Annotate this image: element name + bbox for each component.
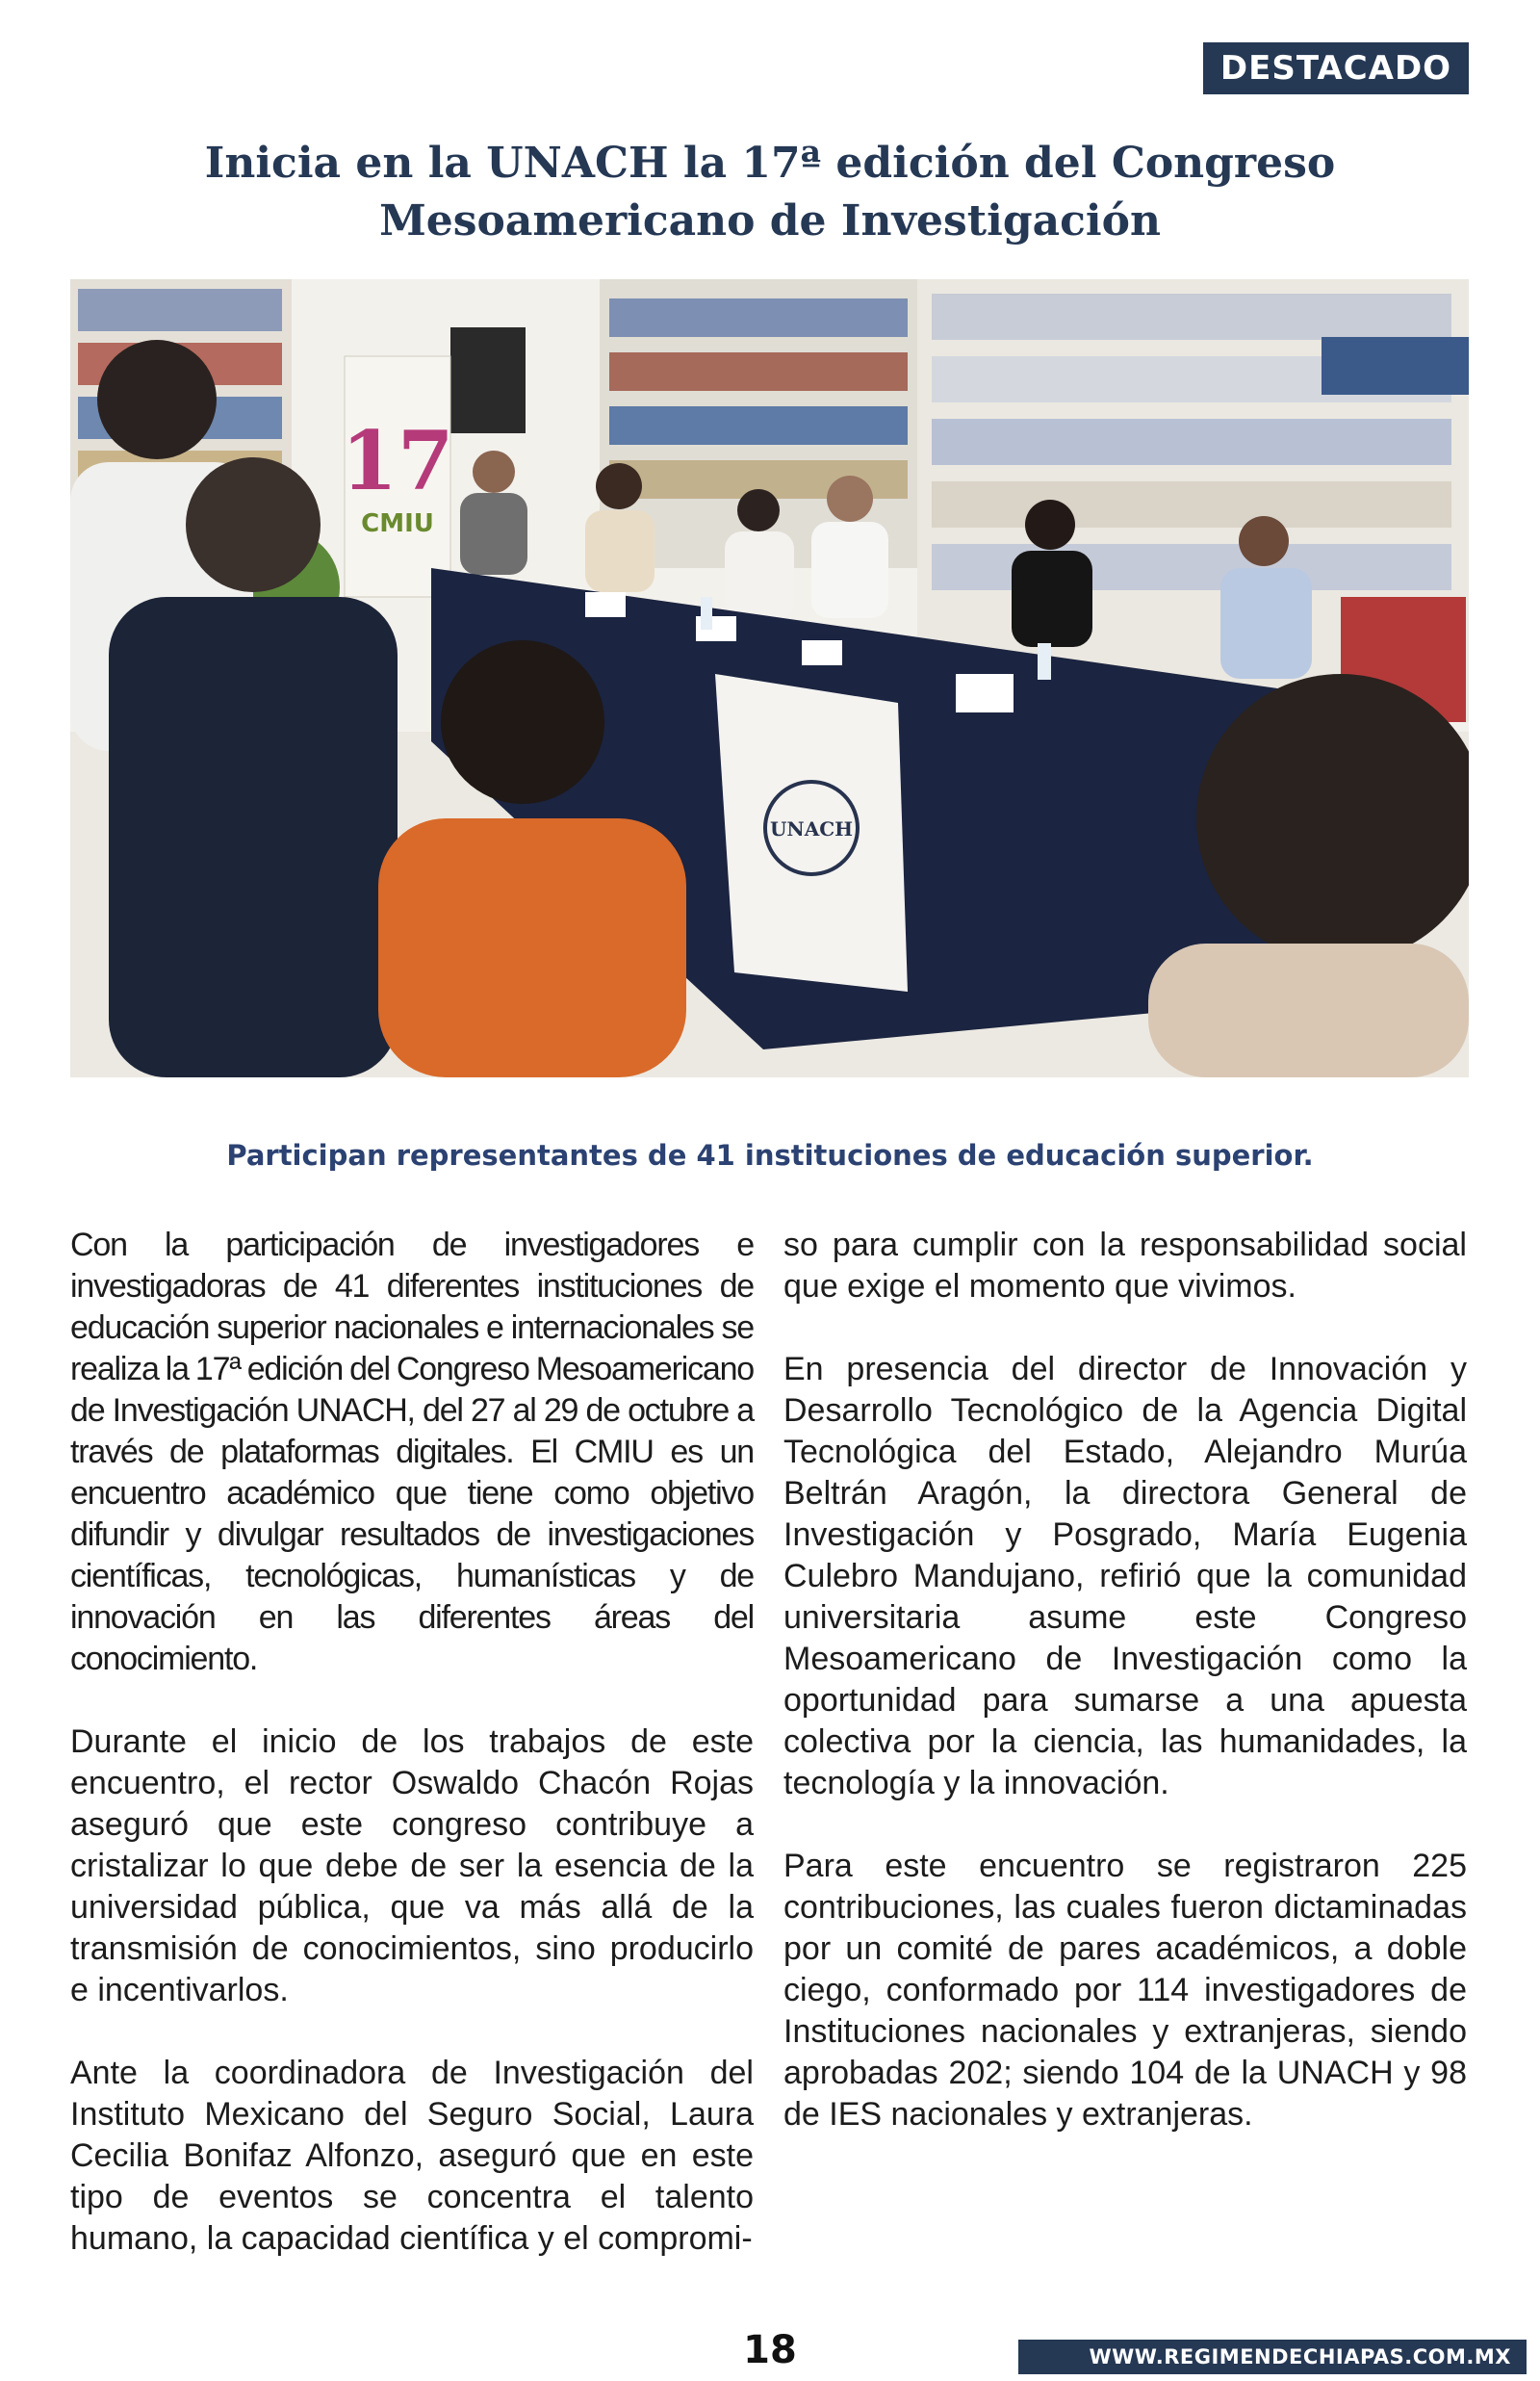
name-card [585, 592, 626, 617]
page-number: 18 [743, 2328, 797, 2372]
paragraph: Durante el inicio de los trabajos de este encuentro, el rector Oswaldo Chacón Rojas aseguró que este congreso contribuye a cristalizar lo que debe de ser la esencia de la universidad pública, que va más allá de la transmisión de conocimientos, sino producirlo e incentivarlos. [70, 1723, 754, 2008]
paragraph: Con la participación de investigadores e investigadoras de 41 diferentes instituciones de educación superior nacionales e internacionales se realiza la 17ª edición del Congreso Mesoamericano de Investigación UNACH, del 27 al 29 de octubre a través de plataformas digitales. El CMIU es un encuentro académico que tiene como objetivo difundir y divulgar resultados de investigaciones científicas, tecnológicas, humanísticas y de innovación en las diferentes áreas del conocimiento. [70, 1227, 754, 1677]
paragraph: so para cumplir con la responsabilidad social que exige el momento que vivimos. [783, 1227, 1467, 1305]
photo-caption: Participan representantes de 41 instituciones de educación superior. [226, 1139, 1314, 1172]
name-card [956, 674, 1014, 712]
website-link[interactable]: WWW.REGIMENDECHIAPAS.COM.MX [1018, 2340, 1527, 2374]
paragraph: En presencia del director de Innovación y Desarrollo Tecnológico de la Agencia Digital Tecnológica del Estado, Alejandro Murúa Beltrán Aragón, la directora General de Investigación y Posgrado, María Eugenia Culebro Mandujano, refirió que la comunidad universitaria asume este Congreso Mesoamericano de Investigación como la oportunidad para sumarse a una apuesta colectiva por la ciencia, las humanidades, la tecnología y la innovación. [783, 1351, 1467, 1801]
banner-number: 17 [341, 413, 454, 508]
section-tag: DESTACADO [1203, 42, 1469, 94]
name-card [802, 640, 842, 665]
banner-acronym: CMIU [361, 509, 434, 538]
paragraph: Ante la coordinadora de Investigación del Instituto Mexicano del Seguro Social, Laura Cecilia Bonifaz Alfonzo, aseguró que en este tipo de eventos se concentra el talento humano, la capacidad científica y el compromi- [70, 2055, 754, 2257]
article-column-left [70, 1225, 754, 2301]
headline: Inicia en la UNACH la 17ª edición del Congreso Mesoamericano de Investigación [204, 139, 1336, 246]
water-bottle [701, 597, 712, 630]
speaker-cabinet [450, 327, 526, 433]
paragraph: Para este encuentro se registraron 225 contribuciones, las cuales fueron dictaminadas por un comité de pares académicos, a doble ciego, conformado por 114 investigadores de Instituciones nacionales y extranjeras, siendo aprobadas 202; siendo 104 de la UNACH y 98 de IES nacionales y extranjeras. [783, 1848, 1467, 2133]
article-photo [70, 279, 1469, 1077]
article-column-right [783, 1225, 1467, 2177]
water-bottle [1038, 643, 1051, 680]
tablecloth-seal: UNACH [769, 817, 854, 841]
